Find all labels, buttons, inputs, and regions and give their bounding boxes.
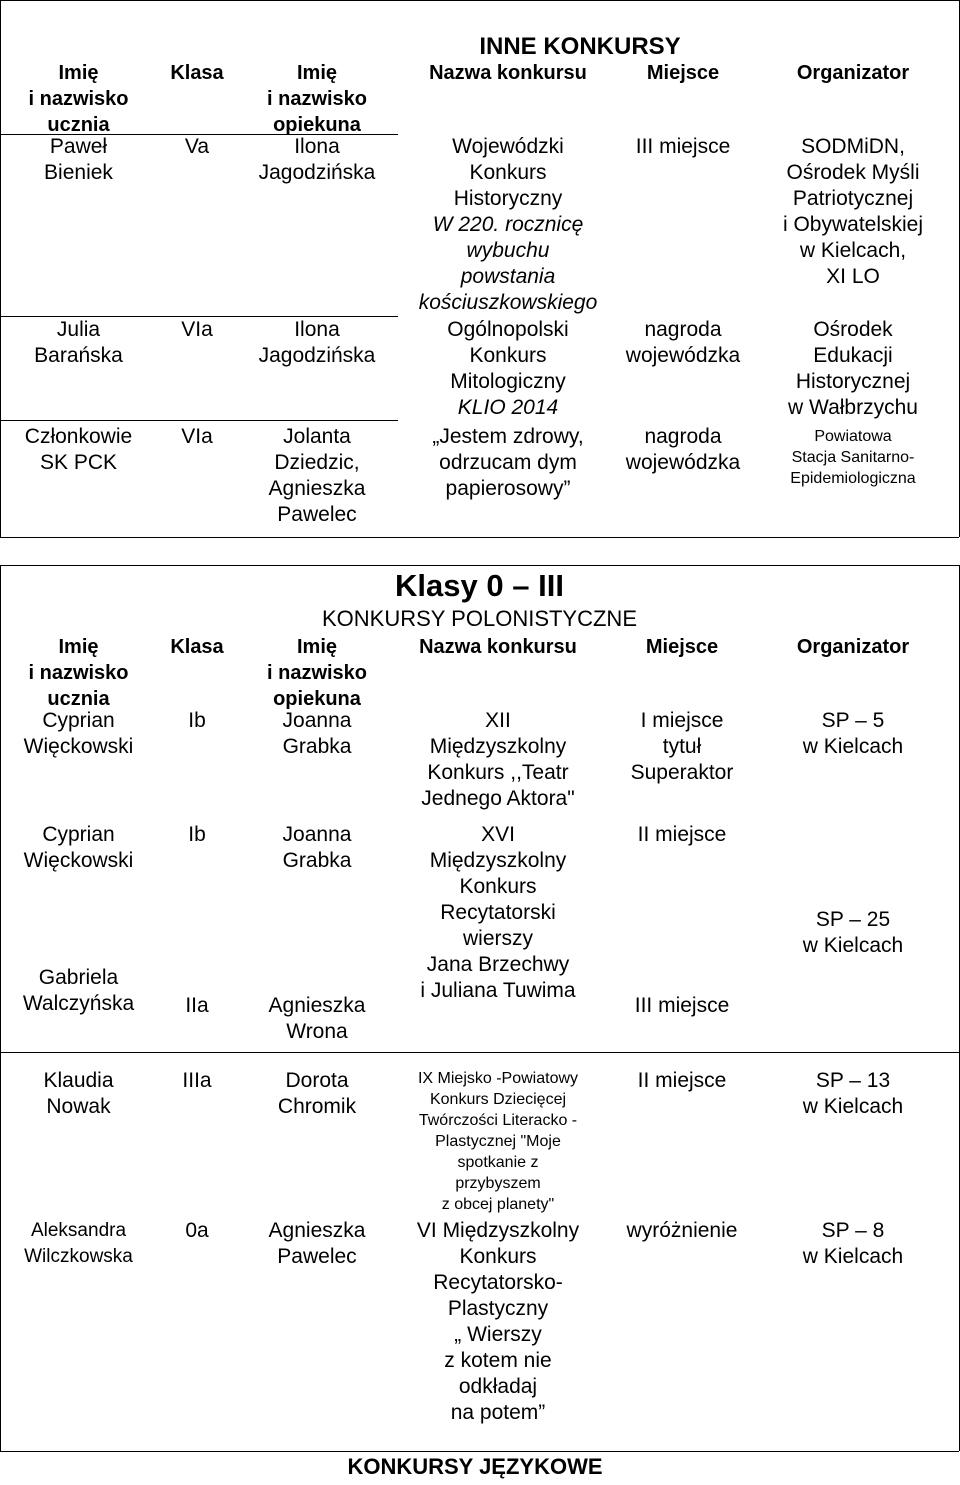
header-klasa: Klasa (170, 62, 224, 84)
table-row-contest: IX Miejsko -Powiatowy Konkurs Dziecięcej Twórczości Literacko - Plastycznej "Moje spotkanie z przybyszem z obcej planety" (417, 1070, 579, 1213)
table-row-place: II miejsce (637, 823, 727, 846)
header-organizer: Organizator (796, 62, 910, 84)
table-row-student: Cyprian Więckowski (23, 709, 134, 758)
table-row-teacher: Dorota Chromik (277, 1069, 357, 1118)
page-title: Klasy 0 – III (395, 568, 564, 603)
header-teacher: Imię i nazwisko opiekuna (266, 636, 368, 710)
header-klasa: Klasa (170, 636, 224, 658)
table-row-klasa: IIa (185, 994, 209, 1017)
table-row-klasa: Ib (188, 709, 206, 732)
table-row-teacher: Jolanta Dziedzic, Agnieszka Pawelec (268, 425, 366, 526)
table-row-contest: VI Międzyszkolny Konkurs Recytatorsko- Plastyczny „ Wierszy z kotem nie odkładaj na potem” (416, 1219, 580, 1424)
table-row-organizer: SP – 25 w Kielcach (802, 908, 904, 957)
table-row-klasa: IIIa (182, 1069, 212, 1092)
table-row-place: wyróżnienie (626, 1219, 738, 1242)
table-row-teacher: Joanna Grabka (282, 823, 352, 872)
table-row-klasa: Ib (188, 823, 206, 846)
table-row-place: nagroda wojewódzka (625, 425, 741, 474)
table-row-student: Klaudia Nowak (43, 1069, 114, 1118)
header-student: Imię i nazwisko ucznia (28, 62, 129, 136)
table-row-klasa: 0a (185, 1219, 209, 1242)
table-row-teacher: Ilona Jagodzińska (258, 318, 376, 367)
table-row-place: III miejsce (634, 994, 730, 1017)
table-row-place: III miejsce (635, 135, 731, 158)
table-row-student: Gabriela Walczyńska (22, 966, 135, 1015)
table-row-klasa: Va (184, 135, 210, 158)
table-row-place: II miejsce (637, 1069, 727, 1092)
header-place: Miejsce (646, 62, 720, 84)
table-row-student: Paweł Bieniek (44, 135, 113, 184)
table-row-teacher: Agnieszka Pawelec (268, 1219, 366, 1268)
table-row-student: Cyprian Więckowski (23, 823, 134, 872)
table-row-student: Julia Barańska (34, 318, 123, 367)
table-row-teacher: Joanna Grabka (282, 709, 352, 758)
table-row-contest: „Jestem zdrowy, odrzucam dym papierosowy” (432, 425, 584, 500)
table-row-organizer: SP – 8 w Kielcach (802, 1219, 904, 1268)
table-row-place: nagroda wojewódzka (625, 318, 741, 367)
table-row-contest: Wojewódzki Konkurs Historyczny W 220. rocznicę wybuchu powstania kościuszkowskiego (418, 135, 598, 314)
table-row-organizer: Ośrodek Edukacji Historycznej w Wałbrzychu (788, 318, 918, 419)
header-place: Miejsce (645, 636, 719, 658)
table-row-teacher: Agnieszka Wrona (268, 994, 366, 1043)
table-row-teacher: Ilona Jagodzińska (258, 135, 376, 184)
table-row-organizer: SODMiDN, Ośrodek Myśli Patriotycznej i Obywatelskiej w Kielcach, XI LO (782, 135, 924, 288)
header-student: Imię i nazwisko ucznia (28, 636, 129, 710)
header-organizer: Organizator (796, 636, 910, 658)
header-contest: Nazwa konkursu (419, 636, 577, 658)
header-teacher: Imię i nazwisko opiekuna (266, 62, 368, 136)
table-row-student: Członkowie SK PCK (24, 425, 133, 474)
header-contest: Nazwa konkursu (429, 62, 587, 84)
table-row-organizer: Powiatowa Stacja Sanitarno- Epidemiologiczna (790, 428, 916, 487)
table-row-klasa: VIa (181, 425, 213, 448)
table-row-place: I miejsce tytuł Superaktor (630, 709, 734, 784)
section-title: INNE KONKURSY (479, 33, 681, 60)
table-row-organizer: SP – 5 w Kielcach (802, 709, 904, 758)
table-row-student: Aleksandra Wilczkowska (24, 1220, 133, 1267)
table-row-organizer: SP – 13 w Kielcach (802, 1069, 904, 1118)
table-row-klasa: VIa (181, 318, 213, 341)
table-row-contest: XII Międzyszkolny Konkurs ,,Teatr Jednego Aktora" (421, 709, 575, 810)
table-row-contest: XVI Międzyszkolny Konkurs Recytatorski wierszy Jana Brzechwy i Juliana Tuwima (420, 823, 576, 1002)
table-row-contest: Ogólnopolski Konkurs Mitologiczny KLIO 2014 (447, 318, 569, 419)
section-title: KONKURSY POLONISTYCZNE (322, 606, 637, 631)
section-title: KONKURSY JĘZYKOWE (347, 1454, 603, 1479)
